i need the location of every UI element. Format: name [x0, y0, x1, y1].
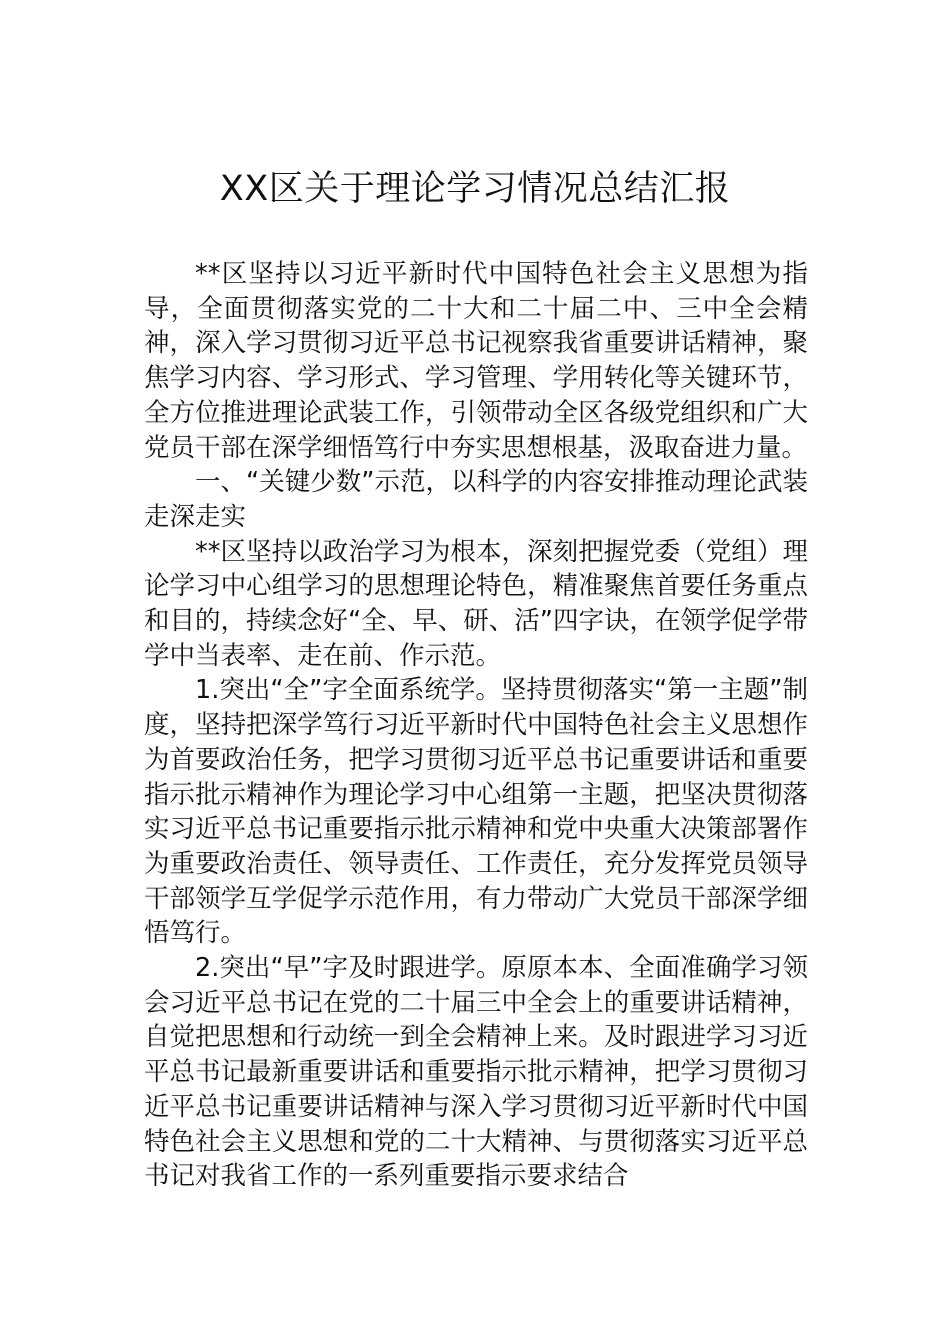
- paragraph-section-1: **区坚持以政治学习为根本，深刻把握党委（党组）理论学习中心组学习的思想理论特色，精准聚焦首要任务重点和目的，持续念好“全、早、研、活”四字诀，在领学促学带学中当表率、走在前、作示范。: [144, 536, 808, 671]
- document-title: XX区关于理论学习情况总结汇报: [219, 169, 731, 209]
- document-body: [144, 257, 808, 1194]
- section-heading-1: 一、“关键少数”示范，以科学的内容安排推动理论武装走深走实: [144, 467, 808, 532]
- paragraph-item-1: 1.突出“全”字全面系统学。坚持贯彻落实“第一主题”制度，坚持把深学笃行习近平新时代中国特色社会主义思想作为首要政治任务，把学习贯彻习近平总书记重要讲话和重要指示批示精神作为理论学习中心组第一主题，把坚决贯彻落实习近平总书记重要指示批示精神和党中央重大决策部署作为重要政治责任、领导责任、工作责任，充分发挥党员领导干部领学互学促学示范作用，有力带动广大党员干部深学细悟笃行。: [144, 675, 808, 949]
- paragraph-intro: **区坚持以习近平新时代中国特色社会主义思想为指导，全面贯彻落实党的二十大和二十届二中、三中全会精神，深入学习贯彻习近平总书记视察我省重要讲话精神，聚焦学习内容、学习形式、学习管理、学用转化等关键环节，全方位推进理论武装工作，引领带动全区各级党组织和广大党员干部在深学细悟笃行中夯实思想根基，汲取奋进力量。: [144, 259, 808, 463]
- paragraph-item-2: 2.突出“早”字及时跟进学。原原本本、全面准确学习领会习近平总书记在党的二十届三中全会上的重要讲话精神，自觉把思想和行动统一到全会精神上来。及时跟进学习习近平总书记最新重要讲话和重要指示批示精神，把学习贯彻习近平总书记重要讲话精神与深入学习贯彻习近平新时代中国特色社会主义思想和党的二十大精神、与贯彻落实习近平总书记对我省工作的一系列重要指示要求结合: [144, 953, 808, 1192]
